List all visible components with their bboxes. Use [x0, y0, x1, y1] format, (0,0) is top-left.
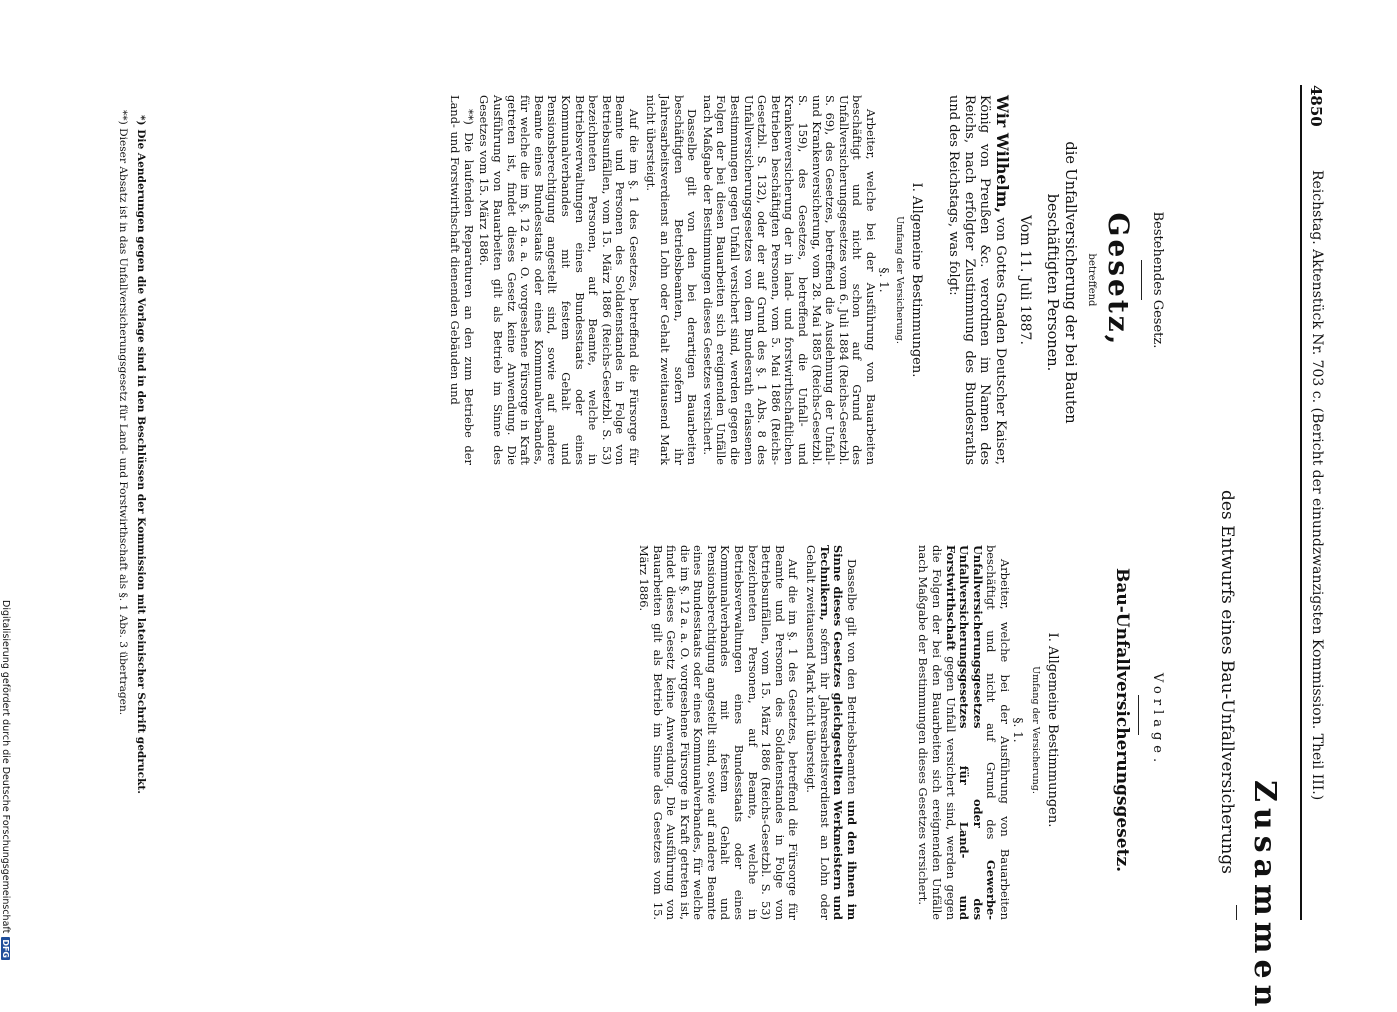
- left-p1: Arbeiter, welche bei der Ausführung von Bauarbeiten beschäftigt und nicht schon auf Grund des Unfallversicherungsgesetzes vom 6. Juli 1884 (Reichs-Gesetzbl. S. 69), des Gesetzes, betreffend die Ausdehnung der Unfall- und Krankenversicherung, vom 28. Mai 1885 (Reichs-Gesetzbl. S. 159), des Gesetzes, betreffend die Unfall- und Krankenversicherung der in land- und forstwirthschaftlichen Betrieben beschäftigten Personen, vom 5. Mai 1886 (Reichs-Gesetzbl. S. 132), oder der auf Grund des §. 1 Abs. 8 des Unfallversicherungsgesetzes von dem Bundesrath erlassenen Bestimmungen gegen Unfall versichert sind, werden gegen die Folgen der bei diesen Bauarbeiten sich ereignenden Unfälle nach Maßgabe der Bestimmungen dieses Gesetzes versichert.: [700, 95, 878, 465]
- footnote-2: **) Dieser Absatz ist in das Unfallversicherungsgesetz für Land- und Forstwirthschaft als §. 1 Abs. 3 übertragen.: [117, 110, 129, 716]
- left-label: Bestehendes Gesetz.: [1150, 211, 1165, 349]
- right-body: [634, 545, 1011, 920]
- right-label: Vorlage.: [1150, 672, 1165, 768]
- title-rule: [1236, 905, 1237, 920]
- dfg-credit-text: Digitalisierung gefördert durch die Deutsche Forschungsgemeinschaft: [0, 600, 11, 934]
- right-section-sub: Umfang der Versicherung.: [1030, 666, 1041, 794]
- footnote-1: *) Die Aenderungen gegen die Vorlage sind in den Beschlüssen der Kommission mit lateinischer Schrift gedruckt.: [135, 115, 147, 794]
- left-intro-text: von Gottes Gnaden Deutscher Kaiser, König von Preußen &c. verordnen im Namen des Reichs, nach erfolgter Zustimmung des Bundesraths und des Reichstags, was folgt:: [946, 95, 1008, 466]
- left-label-rule: [1141, 260, 1142, 300]
- left-p3: Auf die im §. 1 des Gesetzes, betreffend die Fürsorge für Beamte und Personen des Soldatenstandes in Folge von Betriebsunfällen, vom 15. März 1886 (Reichs-Gesetzbl. S. 53) bezeichneten Personen, auf Beamte, welche in Betriebsverwaltungen eines Bundesstaats oder eines Kommunalverbandes mit festem Gehalt und Pensionsberechtigung angestellt sind, sowie auf andere Beamte eines Bundesstaats oder eines Kommunalverbandes, für welche die im §. 12 a. a. O. vorgesehene Fürsorge in Kraft getreten ist, findet dieses Gesetz keine Anwendung. Die Ausführung von Bauarbeiten gilt als Betrieb im Sinne des Gesetzes vom 15. März 1886.: [477, 95, 641, 465]
- right-p1-c: gegen Unfall versichert sind, werden gegen die Folgen der bei den Bauarbeiten sich ereignenden Unfälle nach Maßgabe der Bestimmungen dieses Gesetzes versichert.: [916, 545, 958, 920]
- left-section-sub: Umfang der Versicherung.: [894, 216, 905, 344]
- right-section-title: I. Allgemeine Bestimmungen.: [1045, 632, 1060, 828]
- left-intro: [944, 95, 1010, 465]
- left-body: [446, 95, 877, 465]
- right-p3: Auf die im §. 1 des Gesetzes, betreffend die Fürsorge für Beamte und Personen des Soldatenstandes in Folge von Betriebsunfällen, vom 15. März 1886 (Reichs-Gesetzbl. S. 53) bezeichneten Personen, auf Beamte, welche in Betriebsverwaltungen eines Bundesstaats oder eines Kommunalverbandes mit festem Gehalt und Pensionsberechtigung angestellt sind, sowie auf andere Beamte eines Bundesstaats oder eines Kommunalverbandes, für welche die im §. 12 a. a. O. vorgesehene Fürsorge in Kraft getreten ist, findet dieses Gesetz keine Anwendung. Die Ausführung von Bauarbeiten gilt als Betrieb im Sinne des Gesetzes vom 15. März 1886.: [636, 545, 801, 920]
- right-paragraph-number: §. 1.: [1011, 717, 1025, 743]
- page-number: 4850: [1307, 85, 1325, 127]
- top-title-line2: des Entwurfs eines Bau-Unfallversicherungs: [1217, 490, 1237, 874]
- left-paragraph-number: §. 1.: [877, 267, 891, 293]
- top-title-line1: Zusammen: [1247, 780, 1282, 1012]
- left-p4: **) Die laufenden Reparaturen an den zum Betriebe der Land- und Forstwirthschaft dienenden Gebäuden und: [448, 95, 476, 465]
- right-p2-b: und den ihnen im Sinne dieses Gesetzes gleichgestellten Werkmeistern und Technikern,: [817, 545, 859, 920]
- right-label-rule: [1138, 695, 1139, 735]
- left-law-title: Gesetz,: [1102, 212, 1135, 348]
- left-law-date: Vom 11. Juli 1887.: [1017, 215, 1033, 345]
- right-p2: [803, 545, 857, 920]
- running-title: Reichstag. Aktenstück Nr. 703 c. (Bericht der einundzwanzigsten Kommission. Theil III.): [1309, 170, 1325, 801]
- right-law-title: Bau-Unfallversicherungsgesetz.: [1112, 567, 1132, 873]
- left-intro-bold: Wir Wilhelm,: [993, 95, 1012, 214]
- dfg-credit: [0, 600, 11, 960]
- right-p1: [916, 545, 1011, 920]
- left-p2: Dasselbe gilt von den bei derartigen Bauarbeiten beschäftigten Betriebsbeamten, sofern ihr Jahresarbeitsverdienst an Lohn oder Gehalt zweitausend Mark nicht übersteigt.: [644, 95, 700, 465]
- right-p1-a: Arbeiter, welche bei der Ausführung von Bauarbeiten beschäftigt und nicht auf Grund des: [984, 545, 1012, 920]
- left-law-betreffend: betreffend: [1086, 253, 1097, 307]
- right-p2-c: sofern ihr Jahresarbeitsverdienst an Lohn oder Gehalt zweitausend Mark nicht übersteigt.: [804, 545, 832, 920]
- left-section-title: I. Allgemeine Bestimmungen.: [909, 182, 924, 378]
- dfg-logo-icon: DFG: [1, 939, 10, 958]
- right-p2-a: Dasselbe gilt von den Betriebsbeamten: [844, 559, 859, 801]
- left-law-subject: die Unfallversicherung der bei Bauten beschäftigten Personen.: [1044, 141, 1078, 424]
- right-p1-b: Gewerbe-Unfallversicherungsgesetzes oder des Unfallversicherungsgesetzes für Land- und Forstwirthschaft: [943, 545, 999, 920]
- header-rule: [1300, 85, 1302, 920]
